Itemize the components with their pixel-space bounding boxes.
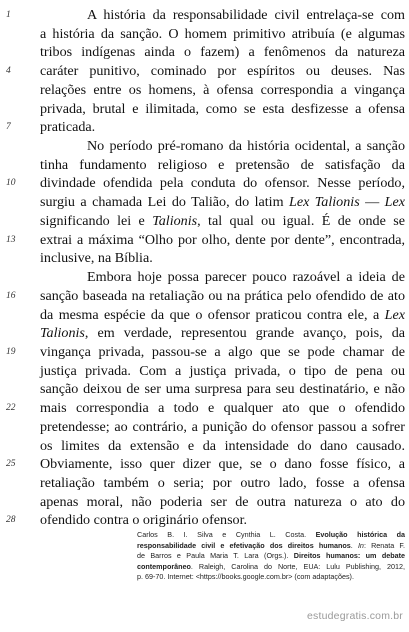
- line-number: 1: [6, 10, 11, 20]
- bibliographic-citation: [137, 530, 405, 583]
- line-number: 13: [6, 234, 16, 245]
- text-run: os limites da extensão e da intensidade do dano causado.: [40, 437, 405, 454]
- line-number: 7: [6, 122, 11, 133]
- text-run: tribos indígenas ainda o fazem) a fenômenos da natureza: [40, 44, 405, 61]
- bold-text: contemporâneo: [137, 561, 191, 571]
- text-run: ofendido contra o originário ofensor.: [40, 512, 248, 529]
- text-run: inclusive, na Bíblia.: [40, 250, 153, 267]
- bold-text: Direitos humanos: um debate: [293, 551, 405, 561]
- text-run: , tal qual ou igual. É de onde se: [197, 212, 405, 229]
- text-line: [6, 455, 405, 474]
- text-run: da mesma espécie da que o ofensor praticou contra ele, a: [40, 306, 385, 323]
- text-run: p. 69-70. Internet: <https://books.google.com.br> (com adaptações).: [137, 572, 354, 582]
- line-number: 19: [6, 346, 16, 357]
- text-run: : Renata F.: [363, 540, 405, 550]
- text-line: [6, 118, 405, 137]
- text-passage: [6, 6, 406, 530]
- line-number: 28: [6, 515, 16, 526]
- citation-line: [137, 572, 405, 583]
- text-run: retaliação também o seria; por outro lado, fosse a ofensa: [40, 474, 405, 491]
- text-line: [40, 137, 405, 156]
- line-number: 25: [6, 459, 16, 470]
- text-run: extrai a máxima “Olho por olho, dente por dente”, encontrada,: [40, 231, 405, 248]
- text-run: pretendesse; ao contrário, a punição do ofensor passou a sofrer: [40, 418, 405, 435]
- text-run: Carlos B. I. Silva e Cynthia L. Costa.: [137, 530, 316, 539]
- text-run: apenas moral, não poderia ser de outra natureza o ato do: [40, 493, 405, 510]
- text-line: [6, 174, 405, 193]
- text-line: [40, 418, 405, 437]
- text-line: [40, 212, 405, 231]
- citation-line: [137, 541, 405, 552]
- bold-text: responsabilidade civil e efetivação dos direitos humanos: [137, 540, 351, 550]
- text-run: sanção deixou de ser uma surpresa para seu destinatário, e não: [40, 381, 405, 398]
- text-line: [6, 399, 405, 418]
- text-line: [40, 437, 405, 456]
- text-run: tinha fundamento religioso e pretensão de satisfação da: [40, 156, 405, 173]
- text-run: vingança privada, passou-se a algo que se pode chamar de: [40, 343, 405, 360]
- text-run: A história da responsabilidade civil entrelaça-se com: [87, 7, 405, 23]
- text-run: Obviamente, isso quer dizer que, se o dano fosse físico, a: [40, 456, 405, 473]
- italic-text: Lex: [384, 306, 405, 323]
- text-line: [40, 474, 405, 493]
- italic-text: Lex Talionis: [288, 194, 360, 211]
- text-run: divindade ofendida pela conduta do ofensor. Nesse período,: [40, 175, 405, 192]
- text-run: de Barros e Paula Maria T. Lara (Orgs.).: [137, 551, 294, 561]
- text-line: [6, 231, 405, 250]
- text-run: significando lei e: [40, 212, 153, 229]
- text-line: [40, 306, 405, 325]
- italic-text: Talionis: [40, 325, 85, 342]
- italic-text: Lex: [384, 194, 406, 211]
- text-run: , em verdade, representou grande avanço, pois, da: [84, 325, 405, 342]
- text-line: [40, 156, 405, 175]
- text-line: [6, 6, 405, 25]
- text-line: [6, 287, 405, 306]
- text-run: —: [359, 194, 385, 211]
- line-number: 10: [6, 178, 16, 189]
- text-line: [6, 62, 405, 81]
- text-run: justiça privada. Com a justiça privada, o tipo de pena ou: [40, 362, 405, 379]
- text-run: mais correspondia a todo e qualquer ato que o ofendido: [40, 400, 405, 417]
- line-number: 16: [6, 290, 16, 301]
- text-run: . Raleigh, Carolina do Norte, EUA: Lulu Publishing, 2012,: [190, 561, 405, 571]
- text-run: .: [350, 540, 358, 550]
- text-line: [6, 511, 405, 530]
- text-run: Embora hoje possa parecer pouco razoável a ideia de: [87, 269, 405, 286]
- text-line: [40, 493, 405, 512]
- citation-line: [137, 551, 405, 562]
- text-line: [6, 343, 405, 362]
- text-run: a história da sanção. O homem primitivo atribuía (e algumas: [40, 25, 405, 42]
- text-run: relações entre os homens, à ofensa correspondia a vingança: [40, 81, 405, 98]
- text-line: [40, 380, 405, 399]
- text-line: [40, 43, 405, 62]
- text-line: [40, 268, 405, 287]
- watermark: estudegratis.com.br: [306, 610, 403, 622]
- text-run: sanção baseada na retaliação ou na prática pelo ofendido de ato: [40, 287, 405, 304]
- text-run: No período pré-romano da história ocidental, a sanção: [87, 138, 405, 155]
- text-line: [40, 100, 405, 119]
- text-line: [40, 362, 405, 381]
- text-run: caráter punitivo, cominado por espíritos ou deuses. Nas: [40, 63, 405, 80]
- text-line: [40, 25, 405, 44]
- italic-text: Talionis: [152, 212, 198, 229]
- line-number: 22: [6, 403, 16, 414]
- text-run: privada, brutal e ilimitada, como se esta desfizesse a ofensa: [40, 100, 405, 117]
- text-line: [40, 324, 405, 343]
- italic-text: In: [357, 540, 364, 550]
- line-number: 4: [6, 66, 11, 77]
- text-line: [40, 81, 405, 100]
- text-line: [40, 193, 405, 212]
- citation-line: [137, 530, 405, 541]
- text-run: surgiu a chamada Lei do Talião, do latim: [40, 194, 289, 211]
- citation-line: [137, 562, 405, 573]
- text-run: praticada.: [40, 119, 96, 136]
- text-line: [40, 249, 405, 268]
- bold-text: Evolução histórica da: [315, 530, 405, 539]
